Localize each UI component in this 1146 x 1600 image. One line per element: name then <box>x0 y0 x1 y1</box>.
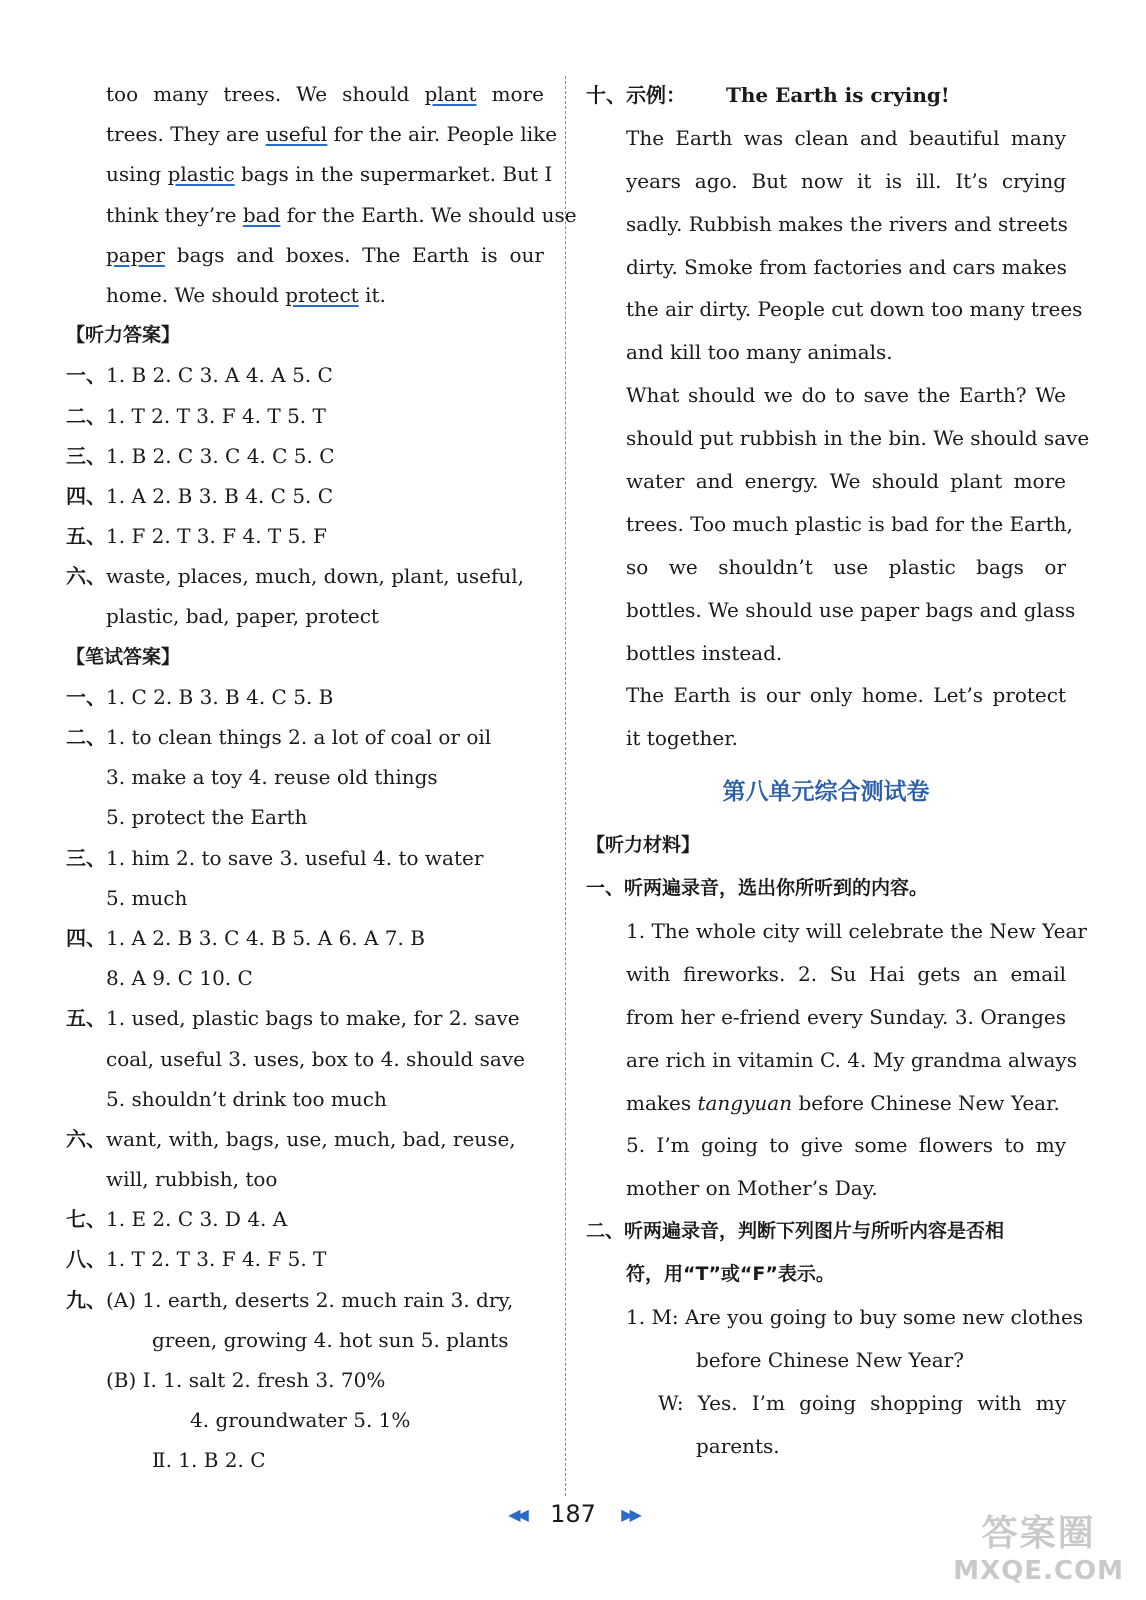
answer-row: 六、want, with, bags, use, much, bad, reuse, <box>66 1126 516 1151</box>
answer-row: 二、1. T 2. T 3. F 4. T 5. T <box>66 403 326 428</box>
column-divider <box>565 76 566 1496</box>
answer-row: (B) Ⅰ. 1. salt 2. fresh 3. 70% <box>106 1368 386 1392</box>
material-line: from her e-friend every Sunday. 3. Oranges <box>626 1004 1066 1029</box>
answer-row: 四、1. A 2. B 3. C 4. B 5. A 6. A 7. B <box>66 925 425 950</box>
listening-material-header: 【听力材料】 <box>586 834 701 857</box>
answer-row: will, rubbish, too <box>106 1167 278 1192</box>
answer-row: 八、1. T 2. T 3. F 4. F 5. T <box>66 1247 327 1272</box>
answer-row: 4. groundwater 5. 1% <box>190 1408 411 1433</box>
answer-row: 5. much <box>106 885 188 910</box>
example-heading <box>586 74 1066 117</box>
essay-line: sadly. Rubbish makes the rivers and streets <box>626 211 1068 236</box>
question-two-instruction: 二、听两遍录音，判断下列图片与所听内容是否相 <box>586 1220 1005 1243</box>
material-line: with fireworks. 2. Su Hai gets an email <box>626 961 1066 986</box>
answer-row: 8. A 9. C 10. C <box>106 966 253 991</box>
passage-line: think they’re bad for the Earth. We should use <box>106 202 577 227</box>
watermark-bottom-text: MXQE.COM <box>953 1556 1124 1586</box>
answer-row: 七、1. E 2. C 3. D 4. A <box>66 1207 288 1232</box>
dialog-line: W: Yes. I’m going shopping with my <box>658 1390 1066 1415</box>
material-line: are rich in vitamin C. 4. My grandma always <box>626 1047 1077 1072</box>
essay-line: trees. Too much plastic is bad for the Earth, <box>626 511 1073 536</box>
watermark-logo <box>953 1505 1124 1586</box>
next-arrows-icon: ▶▶ <box>621 1505 638 1524</box>
question-one-instruction: 一、听两遍录音，选出你所听到的内容。 <box>586 877 929 900</box>
answer-row: coal, useful 3. uses, box to 4. should save <box>106 1046 525 1071</box>
passage-line: trees. They are useful for the air. People like <box>106 122 558 147</box>
essay-line: dirty. Smoke from factories and cars makes <box>626 254 1067 279</box>
material-line: mother on Mother’s Day. <box>626 1176 878 1201</box>
material-line: 1. The whole city will celebrate the New Year <box>626 919 1087 944</box>
answer-row: green, growing 4. hot sun 5. plants <box>152 1327 509 1352</box>
right-column <box>586 74 1090 1468</box>
essay-line: the air dirty. People cut down too many trees <box>626 297 1083 322</box>
essay-line: years ago. But now it is ill. It’s crying <box>626 168 1066 193</box>
question-two-instruction-cont: 符，用“T”或“F”表示。 <box>626 1263 835 1286</box>
italic-word: tangyuan <box>697 1090 793 1115</box>
answer-row: 一、1. C 2. B 3. B 4. C 5. B <box>66 684 334 709</box>
essay-line: should put rubbish in the bin. We should save <box>626 426 1090 451</box>
passage-line: using plastic bags in the supermarket. But I <box>106 162 553 187</box>
material-line: 5. I’m going to give some flowers to my <box>626 1133 1066 1158</box>
essay-line: and kill too many animals. <box>626 340 893 365</box>
answer-row: 九、(A) 1. earth, deserts 2. much rain 3. dry, <box>66 1287 514 1312</box>
material-line: makes tangyuan before Chinese New Year. <box>626 1090 1060 1115</box>
passage-line: paper bags and boxes. The Earth is our <box>106 242 544 267</box>
essay-line: bottles. We should use paper bags and glass <box>626 597 1076 622</box>
essay-line: The Earth was clean and beautiful many <box>626 125 1066 150</box>
dialog-line: parents. <box>696 1433 780 1458</box>
answer-row: 六、waste, places, much, down, plant, useful, <box>66 564 525 589</box>
listening-answers-header: 【听力答案】 <box>66 324 181 347</box>
answer-row: 五、1. F 2. T 3. F 4. T 5. F <box>66 524 327 549</box>
left-column <box>66 74 577 1481</box>
written-answers-header: 【笔试答案】 <box>66 645 181 668</box>
answer-row: plastic, bad, paper, protect <box>106 604 379 629</box>
passage <box>66 74 577 315</box>
unit-title: 第八单元综合测试卷 <box>722 779 930 806</box>
watermark-top-text: 答案圈 <box>981 1513 1096 1554</box>
essay-line: so we shouldn’t use plastic bags or <box>626 554 1066 579</box>
essay-line: The Earth is our only home. Let’s protect <box>626 683 1066 708</box>
essay-line: What should we do to save the Earth? We <box>626 383 1066 408</box>
answer-row: 五、1. used, plastic bags to make, for 2. save <box>66 1006 520 1031</box>
page-number: 187 <box>550 1500 596 1528</box>
essay-line: water and energy. We should plant more <box>626 469 1066 494</box>
dialog-line: 1. M: Are you going to buy some new clothes <box>626 1305 1084 1330</box>
answer-row: 四、1. A 2. B 3. B 4. C 5. C <box>66 483 334 508</box>
dialog-line: before Chinese New Year? <box>696 1347 964 1372</box>
essay-line: it together. <box>626 726 738 751</box>
answer-row: Ⅱ. 1. B 2. C <box>152 1448 266 1473</box>
passage-line: home. We should protect it. <box>106 282 386 307</box>
answer-row: 二、1. to clean things 2. a lot of coal or oil <box>66 725 492 749</box>
essay-title: The Earth is crying! <box>726 83 950 107</box>
passage-line: too many trees. We should plant more <box>106 82 544 106</box>
answer-row: 5. protect the Earth <box>106 805 308 830</box>
answer-row: 5. shouldn’t drink too much <box>106 1086 387 1111</box>
prev-arrows-icon: ◀◀ <box>508 1505 525 1524</box>
answer-row: 3. make a toy 4. reuse old things <box>106 765 438 790</box>
example-label: 十、示例： <box>586 83 686 107</box>
answer-row: 三、1. B 2. C 3. C 4. C 5. C <box>66 443 335 468</box>
essay-line: bottles instead. <box>626 640 783 665</box>
answer-row: 一、1. B 2. C 3. A 4. A 5. C <box>66 363 333 388</box>
answer-row: 三、1. him 2. to save 3. useful 4. to water <box>66 845 484 870</box>
